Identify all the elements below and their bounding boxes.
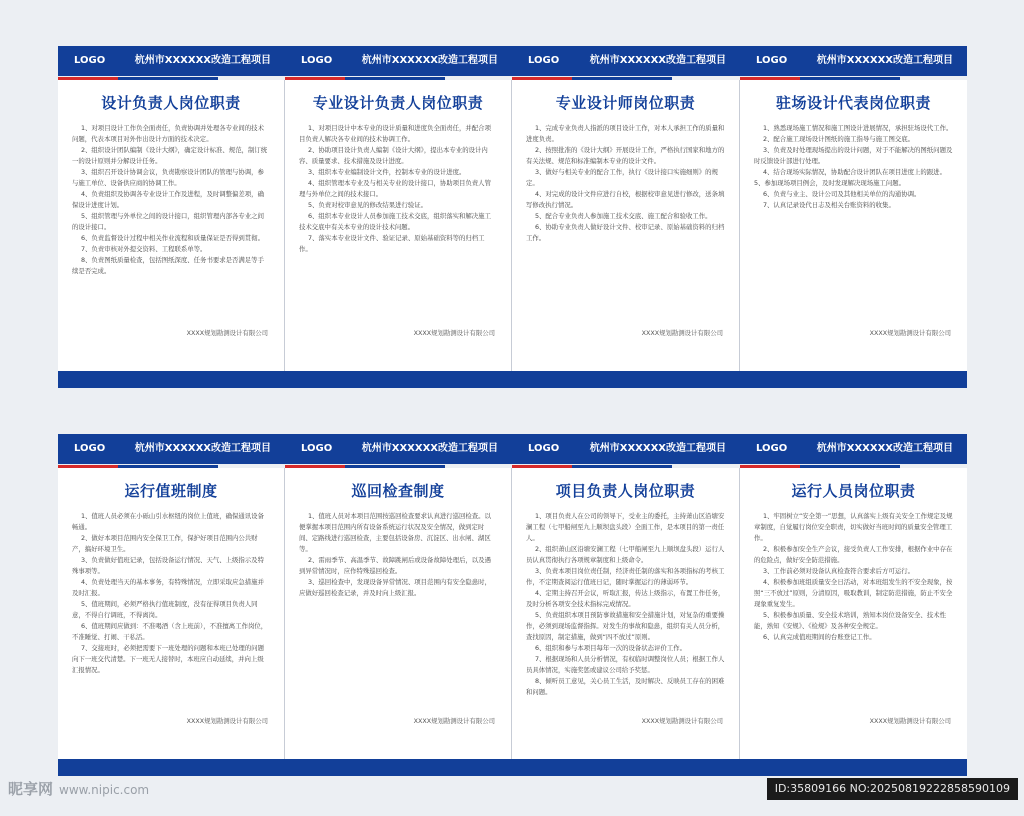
duty-list — [299, 511, 497, 599]
company-name: XXXX规划勘测设计有限公司 — [186, 329, 268, 337]
duty-item: 6、值班期间应做到：不准喝酒（含上班前），不准擅离工作岗位，不准睡觉、打闹、干私活。 — [72, 622, 268, 641]
footer-bar — [58, 759, 967, 776]
duty-item: 6、负责监督设计过程中相关作业流程和质量保证是否得到贯彻。 — [80, 234, 264, 242]
duty-item: 5、负责对校审意见的修改结果进行验证。 — [307, 201, 428, 209]
duty-list — [72, 123, 270, 277]
logo-text: LOGO — [301, 443, 333, 454]
duty-item: 5、配合专业负责人参加施工技术交底、施工配合和验收工作。 — [534, 212, 712, 220]
project-title: 杭州市XXXXXX改造工程项目 — [589, 443, 726, 454]
duty-item: 3、巡回检查中，发现设备异常情况、项目范围内有安全隐患时，应做好巡回检查记录，并及时向上级汇报。 — [299, 578, 491, 597]
duty-item: 7、认真记录设代日志及相关台账资料的收集。 — [762, 201, 895, 209]
notice-board-bottom — [58, 434, 967, 776]
duty-panel — [512, 468, 740, 759]
duty-item: 4、积极参加班组质量安全日活动，对本班组发生的不安全现象，按照“三不放过”原则，分清原因，吸取教训，制定防范措施，防止不安全现象重复发生。 — [754, 578, 953, 608]
duty-list — [72, 511, 270, 676]
duty-item: 2、组织萧山区沿塘安澜工程（七甲船闸至九上顺坝盘头段）运行人员认真贯彻执行各项规章制度和上级命令。 — [526, 545, 725, 564]
duty-item: 2、按照批准的《设计大纲》开展设计工作，严格执行国家和地方的有关法规、规范和标准编制本专业的设计文件。 — [526, 146, 725, 165]
company-name: XXXX规划勘测设计有限公司 — [641, 717, 723, 725]
logo-text: LOGO — [756, 55, 788, 66]
company-name: XXXX规划勘测设计有限公司 — [413, 717, 495, 725]
duty-item: 3、负责本项目岗位责任制，经济责任制的落实和各项指标的考核工作，不定期查阅运行值班日记，随时掌握运行的薄弱环节。 — [526, 567, 725, 586]
panel-title: 专业设计负责人岗位职责 — [312, 94, 484, 112]
panel-title: 驻场设计代表岗位职责 — [775, 94, 931, 112]
company-name: XXXX规划勘测设计有限公司 — [869, 329, 951, 337]
logo-text: LOGO — [528, 443, 560, 454]
duty-item: 3、负责做好值班记录，包括设备运行情况、天气、上级指示及特殊事项等。 — [72, 556, 264, 575]
duty-item: 2、协助项目设计负责人编制《设计大纲》，提出本专业的设计内容、质量要求、技术措施及设计进度。 — [299, 146, 488, 165]
panel-title: 运行值班制度 — [124, 482, 218, 500]
duty-item: 2、做好本项目范围内安全保卫工作，保护好项目范围内公共财产，搞好环境卫生。 — [72, 534, 258, 553]
project-title: 杭州市XXXXXX改造工程项目 — [589, 55, 726, 66]
duty-list — [754, 123, 953, 211]
duty-item: 8、倾听员工意见，关心员工生活，及时解决、反映员工存在的困难和问题。 — [526, 677, 725, 696]
company-name: XXXX规划勘测设计有限公司 — [413, 329, 495, 337]
duty-item: 2、配合施工现场设计图纸的施工指导与施工图交底。 — [762, 135, 915, 143]
duty-panel — [512, 80, 740, 371]
panel-title: 项目负责人岗位职责 — [555, 482, 696, 500]
duty-panel — [740, 80, 967, 371]
duty-item: 1、值班人员必须在小砾山引水枢纽的岗位上值班，确保通讯设备畅通。 — [72, 512, 264, 531]
duty-item: 3、组织本专业编制设计文件，控制本专业的设计进度。 — [307, 168, 466, 176]
duty-item: 1、完成专业负责人指派的项目设计工作，对本人承担工作的质量和进度负责。 — [526, 124, 725, 143]
duty-item: 5、积极参加质量、安全技术培训，熟知本岗位设备安全、技术性能，熟知《安规》、《检规》及各种安全规定。 — [754, 611, 946, 630]
duty-panel — [58, 468, 285, 759]
project-title: 杭州市XXXXXX改造工程项目 — [816, 443, 953, 454]
watermark-id: ID:35809166 NO:20250819222858590109 — [767, 778, 1018, 800]
duty-item: 4、组织管理本专业及与相关专业的设计接口，协助项目负责人管理与外单位之间的技术接口。 — [299, 179, 491, 198]
logo-text: LOGO — [74, 443, 106, 454]
duty-item: 7、负责审核对外提交资料、工程联系单等。 — [80, 245, 207, 253]
duty-item: 8、负责图纸质量检查，包括图纸深度、任务书要求是否满足等手续是否完成。 — [72, 256, 264, 275]
panel-row — [58, 80, 967, 371]
footer-bar — [58, 371, 967, 388]
duty-item: 3、组织召开设计协调会议，负责勘察设计团队的管理与协调，参与施工单位、设备供应商的协调工作。 — [72, 168, 264, 187]
duty-item: 3、负责及时处理现场提出的设计问题，对于不能解决的图纸问题及时反馈设计部进行处理。 — [754, 146, 953, 165]
duty-item: 7、落实本专业设计文件、验证记录、原始基础资料等的归档工作。 — [299, 234, 485, 253]
duty-item: 6、组织本专业设计人员参加施工技术交底，组织落实和解决施工技术交底中有关本专业的设计技术问题。 — [299, 212, 491, 231]
duty-item: 1、熟悉现场施工情况和施工图设计进展情况，承担驻场设代工作。 — [762, 124, 953, 132]
duty-item: 6、认真完成值班期间的台账登记工作。 — [762, 633, 876, 641]
duty-item: 6、负责与业主、设计公司及其他相关单位的沟通协调。 — [762, 190, 921, 198]
duty-item: 1、对项目设计工作负全面责任，负责协调并处理各专业间的技术问题，代表本项目对外作出设计方面的技术决定。 — [72, 124, 264, 143]
header-bar — [58, 46, 967, 76]
duty-item: 2、雷雨季节、高温季节、故障跳闸后或设备故障处理后，以及遇到异常情况时，应作特殊巡回检查。 — [299, 556, 491, 575]
duty-item: 2、积极参加安全生产会议，接受负责人工作安排，根据作业中存在的危险点，做好安全防范措施。 — [754, 545, 953, 564]
duty-item: 4、结合现场实际情况，协助配合设计团队在项目进度上的跟进。5、参加现场项目例会，及时发现解决现场施工问题。 — [754, 168, 946, 187]
duty-item: 4、定期主持召开会议，听取汇报，传达上级指示，布置工作任务，及时分析各项安全技术指标完成情况。 — [526, 589, 725, 608]
duty-item: 6、组织和参与本项目每年一次的设备状态评价工作。 — [534, 644, 687, 652]
panel-title: 专业设计师岗位职责 — [555, 94, 696, 112]
duty-list — [526, 123, 725, 244]
duty-item: 2、组织设计团队编制《设计大纲》，确定设计标准、规范，制订统一的设计原则并分解设计任务。 — [72, 146, 268, 165]
panel-title: 运行人员岗位职责 — [791, 482, 916, 500]
duty-item: 1、值班人员对本项目范围按巡回检查要求认真进行巡回检查。以便掌握本项目范围内所有设备系统运行状况及安全情况，做到定时间、定路线进行巡回检查，主要包括设备房、沉淀区、出水闸、湖区等。 — [299, 512, 491, 553]
duty-item: 5、负责组织本项目预防事故措施和安全措施计划，对复杂的重要操作，必须到现场监督指挥。对发生的事故和隐患，组织有关人员分析，查找原因，制定措施，做到“四不放过”原则。 — [526, 611, 725, 641]
logo-text: LOGO — [301, 55, 333, 66]
duty-panel — [285, 80, 512, 371]
duty-item: 3、工作前必须对设备认真检查符合要求后方可运行。 — [762, 567, 915, 575]
company-name: XXXX规划勘测设计有限公司 — [869, 717, 951, 725]
duty-list — [526, 511, 725, 698]
logo-text: LOGO — [74, 55, 106, 66]
duty-list — [299, 123, 497, 255]
project-title: 杭州市XXXXXX改造工程项目 — [134, 55, 271, 66]
duty-panel — [740, 468, 967, 759]
project-title: 杭州市XXXXXX改造工程项目 — [361, 55, 498, 66]
duty-item: 1、牢固树立“安全第一”思想，认真落实上级有关安全工作规定及规章制度，自觉履行岗位安全职责，切实做好当班时间的质量安全管理工作。 — [754, 512, 953, 542]
header-bar — [58, 434, 967, 464]
logo-text: LOGO — [756, 443, 788, 454]
duty-item: 4、对完成的设计文件应进行自校，根据校审意见进行修改，送条填写修改执行情况。 — [526, 190, 725, 209]
duty-item: 4、负责组织及协调各专业设计工作及进程，及时调整偏差项，确保设计进度计划。 — [72, 190, 264, 209]
duty-item: 1、项目负责人在公司的领导下，受业主的委托，主持萧山区沿塘安澜工程（七甲船闸至九上顺坝盘头段）全面工作，是本项目的第一责任人。 — [526, 512, 725, 542]
company-name: XXXX规划勘测设计有限公司 — [641, 329, 723, 337]
duty-item: 4、负责处理当天的基本事务，有特殊情况，立即采取应急措施并及时汇报。 — [72, 578, 264, 597]
duty-item: 5、组织管理与外单位之间的设计接口，组织管理内部各专业之间的设计接口。 — [72, 212, 264, 231]
company-name: XXXX规划勘测设计有限公司 — [186, 717, 268, 725]
duty-item: 7、根据现场和人员分析情况，有权临时调整岗位人员；根据工作人员具体情况，实施奖惩或建议公司给予奖惩。 — [526, 655, 725, 674]
logo-text: LOGO — [528, 55, 560, 66]
watermark-site — [8, 778, 149, 799]
duty-item: 5、值班期间，必须严格执行值班制度，没有征得项目负责人同意，不得自行调班，不得离岗。 — [72, 600, 258, 619]
panel-title: 设计负责人岗位职责 — [101, 94, 241, 112]
duty-item: 3、做好与相关专业的配合工作，执行《设计接口实施细则》的规定。 — [526, 168, 718, 187]
duty-panel — [58, 80, 285, 371]
duty-item: 1、对项目设计中本专业的设计质量和进度负全面责任，并配合项目负责人解决各专业间的技术协调工作。 — [299, 124, 491, 143]
panel-title: 巡回检查制度 — [351, 482, 445, 500]
duty-item: 6、协助专业负责人做好设计文件、校审记录、原始基础资料的归档工作。 — [526, 223, 725, 242]
duty-item: 7、交接班时，必须把需要下一班处理的问题和本班已处理的问题向下一班交代清楚。下一班无人接替时，本班应自动延续，并向上级汇报情况。 — [72, 644, 264, 674]
project-title: 杭州市XXXXXX改造工程项目 — [816, 55, 953, 66]
notice-board-top — [58, 46, 967, 388]
duty-list — [754, 511, 953, 643]
watermark-url: www.nipic.com — [59, 783, 150, 797]
panel-row — [58, 468, 967, 759]
project-title: 杭州市XXXXXX改造工程项目 — [361, 443, 498, 454]
duty-panel — [285, 468, 512, 759]
watermark-logo: 昵享网 — [8, 780, 54, 798]
project-title: 杭州市XXXXXX改造工程项目 — [134, 443, 271, 454]
